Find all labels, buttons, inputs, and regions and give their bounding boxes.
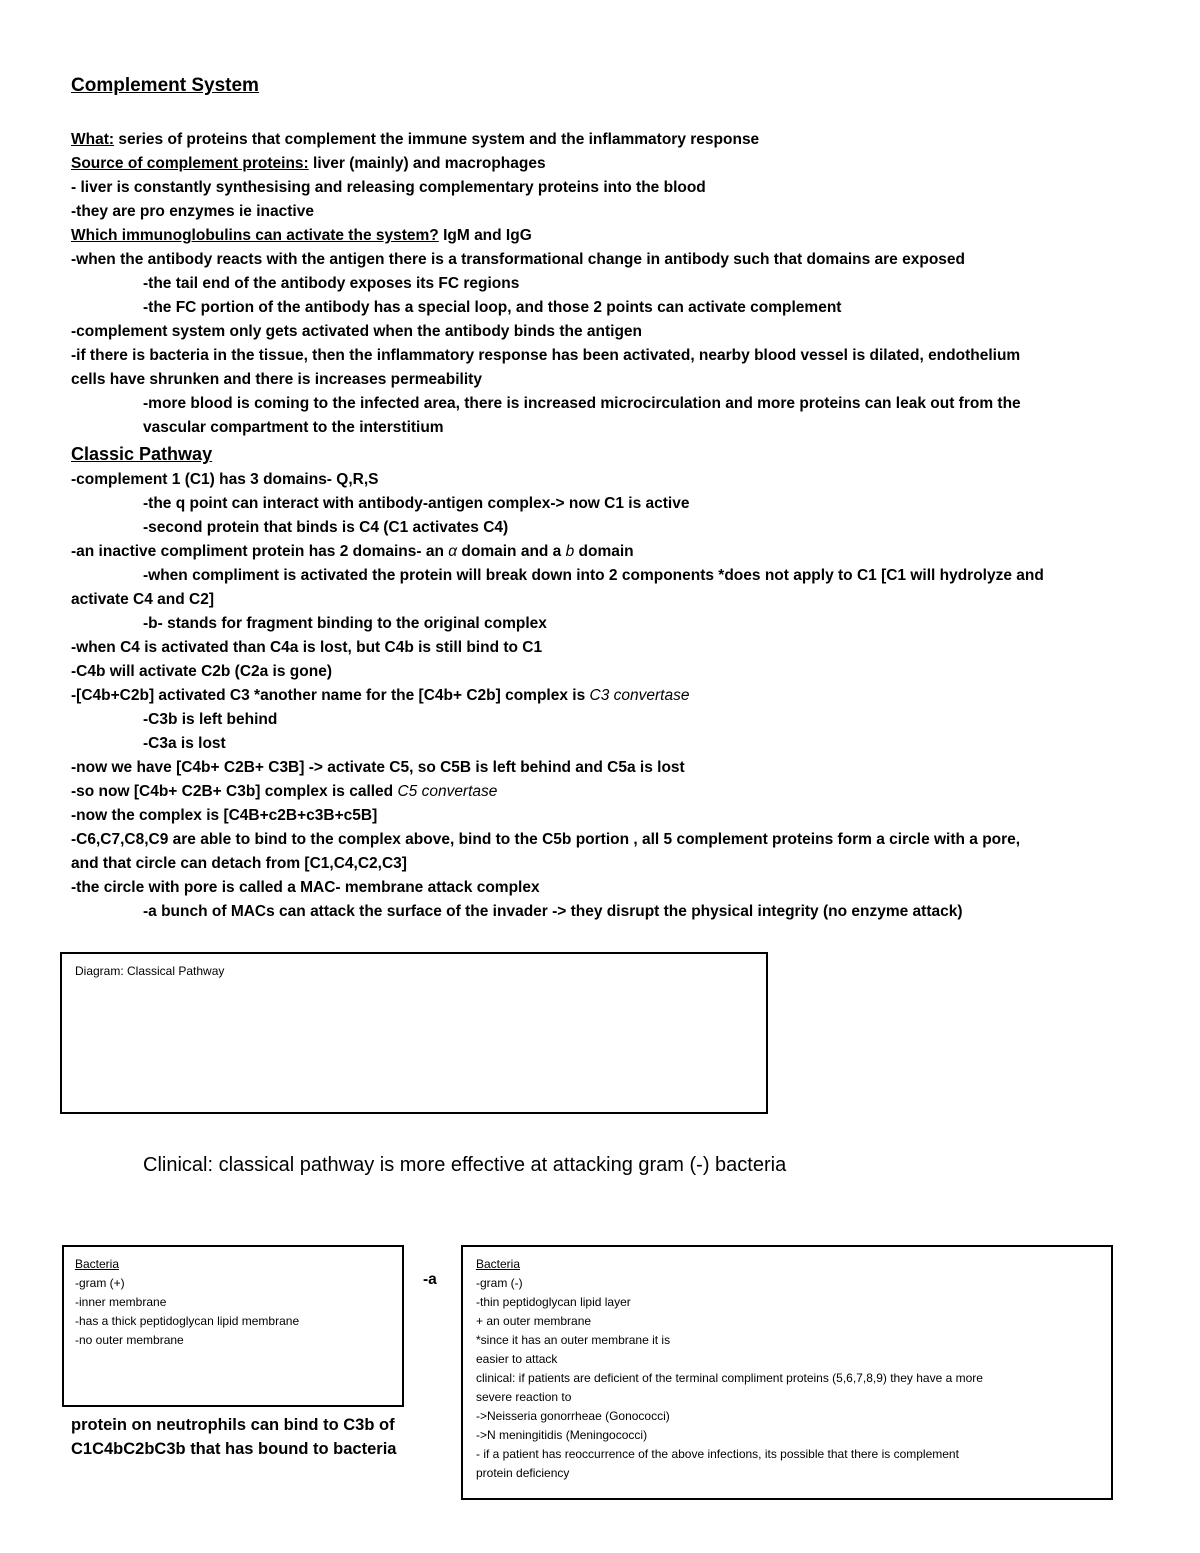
text-line: -complement 1 (C1) has 3 domains- Q,R,S: [71, 471, 379, 488]
c3-convertase-term: C3 convertase: [589, 687, 690, 704]
text-line: -now we have [C4b+ C2B+ C3B] -> activate C5, so C5B is left behind and C5a is lost: [71, 759, 685, 776]
neutrophil-note-line: C1C4bC2bC3b that has bound to bacteria: [71, 1440, 397, 1458]
text-line: -now the complex is [C4B+c2B+c3B+c5B]: [71, 807, 378, 824]
text-line: -when compliment is activated the protein will break down into 2 components *does not apply to C1 [C1 will hydrolyze and: [143, 567, 1044, 584]
source-text: liver (mainly) and macrophages: [308, 155, 546, 172]
neutrophil-note-line: protein on neutrophils can bind to C3b of: [71, 1416, 395, 1434]
text-fragment: -so now [C4b+ C2B+ C3b] complex is called: [71, 783, 398, 800]
text-line: -complement system only gets activated when the antibody binds the antigen: [71, 323, 643, 340]
text-line: -C4b will activate C2b (C2a is gone): [71, 663, 332, 680]
text-line: -when the antibody reacts with the antigen there is a transformational change in antibody such that domains are exposed: [71, 251, 965, 268]
text-line: -the q point can interact with antibody-antigen complex-> now C1 is active: [143, 495, 690, 512]
text-line: - liver is constantly synthesising and releasing complementary proteins into the blood: [71, 179, 706, 196]
clinical-note: Clinical: classical pathway is more effective at attacking gram (-) bacteria: [143, 1154, 787, 1176]
source-line: [71, 152, 546, 176]
what-text: series of proteins that complement the immune system and the inflammatory response: [114, 131, 760, 148]
box-line: - if a patient has reoccurrence of the above infections, its possible that there is complement: [476, 1447, 959, 1461]
text-line: vascular compartment to the interstitium: [143, 419, 444, 436]
text-line: -the FC portion of the antibody has a special loop, and those 2 points can activate complement: [143, 299, 842, 316]
box-line: easier to attack: [476, 1352, 558, 1366]
text-line: -second protein that binds is C4 (C1 activates C4): [143, 519, 509, 536]
alpha-symbol: α: [448, 543, 458, 560]
box-line: severe reaction to: [476, 1390, 572, 1404]
box-line: + an outer membrane: [476, 1314, 592, 1328]
box-line: -thin peptidoglycan lipid layer: [476, 1295, 631, 1309]
text-line: -if there is bacteria in the tissue, then the inflammatory response has been activated, nearby blood vessel is dilated, endothelium: [71, 347, 1021, 364]
what-line: [71, 128, 759, 152]
text-line: -C3b is left behind: [143, 711, 278, 728]
c5-convertase-term: C5 convertase: [397, 783, 498, 800]
text-line: -b- stands for fragment binding to the original complex: [143, 615, 547, 632]
text-fragment: domain: [574, 543, 634, 560]
text-line: -the tail end of the antibody exposes its FC regions: [143, 275, 520, 292]
box-line: -no outer membrane: [75, 1333, 184, 1347]
text-line: -the circle with pore is called a MAC- membrane attack complex: [71, 879, 540, 896]
box-line: *since it has an outer membrane it is: [476, 1333, 671, 1347]
text-line: -more blood is coming to the infected area, there is increased microcirculation and more proteins can leak out from the: [143, 395, 1021, 412]
text-line: -they are pro enzymes ie inactive: [71, 203, 314, 220]
diagram-label: Diagram: Classical Pathway: [75, 964, 225, 978]
immuno-line: [71, 224, 532, 248]
b-symbol: b: [565, 543, 575, 560]
box-line: ->Neisseria gonorrheae (Gonococci): [476, 1409, 670, 1423]
box-line: clinical: if patients are deficient of the terminal compliment proteins (5,6,7,8,9) they have a more: [476, 1371, 983, 1385]
text-fragment: -[C4b+C2b] activated C3 *another name for the [C4b+ C2b] complex is: [71, 687, 590, 704]
page-title: Complement System: [71, 75, 259, 96]
box-line: -gram (+): [75, 1276, 125, 1290]
text-fragment: -an inactive compliment protein has 2 domains- an: [71, 543, 449, 560]
text-fragment: domain and a: [457, 543, 566, 560]
box-line: protein deficiency: [476, 1466, 570, 1480]
gram-negative-box: [461, 1245, 1113, 1500]
box-line: -gram (-): [476, 1276, 523, 1290]
source-label: Source of complement proteins:: [71, 155, 309, 172]
box-line: -inner membrane: [75, 1295, 167, 1309]
text-line: activate C4 and C2]: [71, 591, 214, 608]
box-heading: Bacteria: [476, 1257, 521, 1271]
separator-text: -a: [423, 1271, 437, 1288]
box-heading: Bacteria: [75, 1257, 120, 1271]
text-line: cells have shrunken and there is increases permeability: [71, 371, 482, 388]
box-line: -has a thick peptidoglycan lipid membrane: [75, 1314, 300, 1328]
text-line: -C3a is lost: [143, 735, 226, 752]
text-line: and that circle can detach from [C1,C4,C2,C3]: [71, 855, 407, 872]
section-heading-classic: Classic Pathway: [71, 444, 213, 464]
what-label: What:: [71, 131, 115, 148]
diagram-box: [60, 952, 768, 1114]
text-line: [71, 540, 634, 564]
text-line: -C6,C7,C8,C9 are able to bind to the complex above, bind to the C5b portion , all 5 complement proteins form a circle with a pore,: [71, 831, 1021, 848]
immuno-label: Which immunoglobulins can activate the system?: [71, 227, 439, 244]
box-line: ->N meningitidis (Meningococci): [476, 1428, 648, 1442]
text-line: [71, 684, 689, 708]
gram-positive-box: [62, 1245, 404, 1407]
text-line: -when C4 is activated than C4a is lost, but C4b is still bind to C1: [71, 639, 543, 656]
immuno-text: IgM and IgG: [438, 227, 532, 244]
text-line: -a bunch of MACs can attack the surface of the invader -> they disrupt the physical integrity (no enzyme attack): [143, 903, 963, 920]
text-line: [71, 780, 497, 804]
